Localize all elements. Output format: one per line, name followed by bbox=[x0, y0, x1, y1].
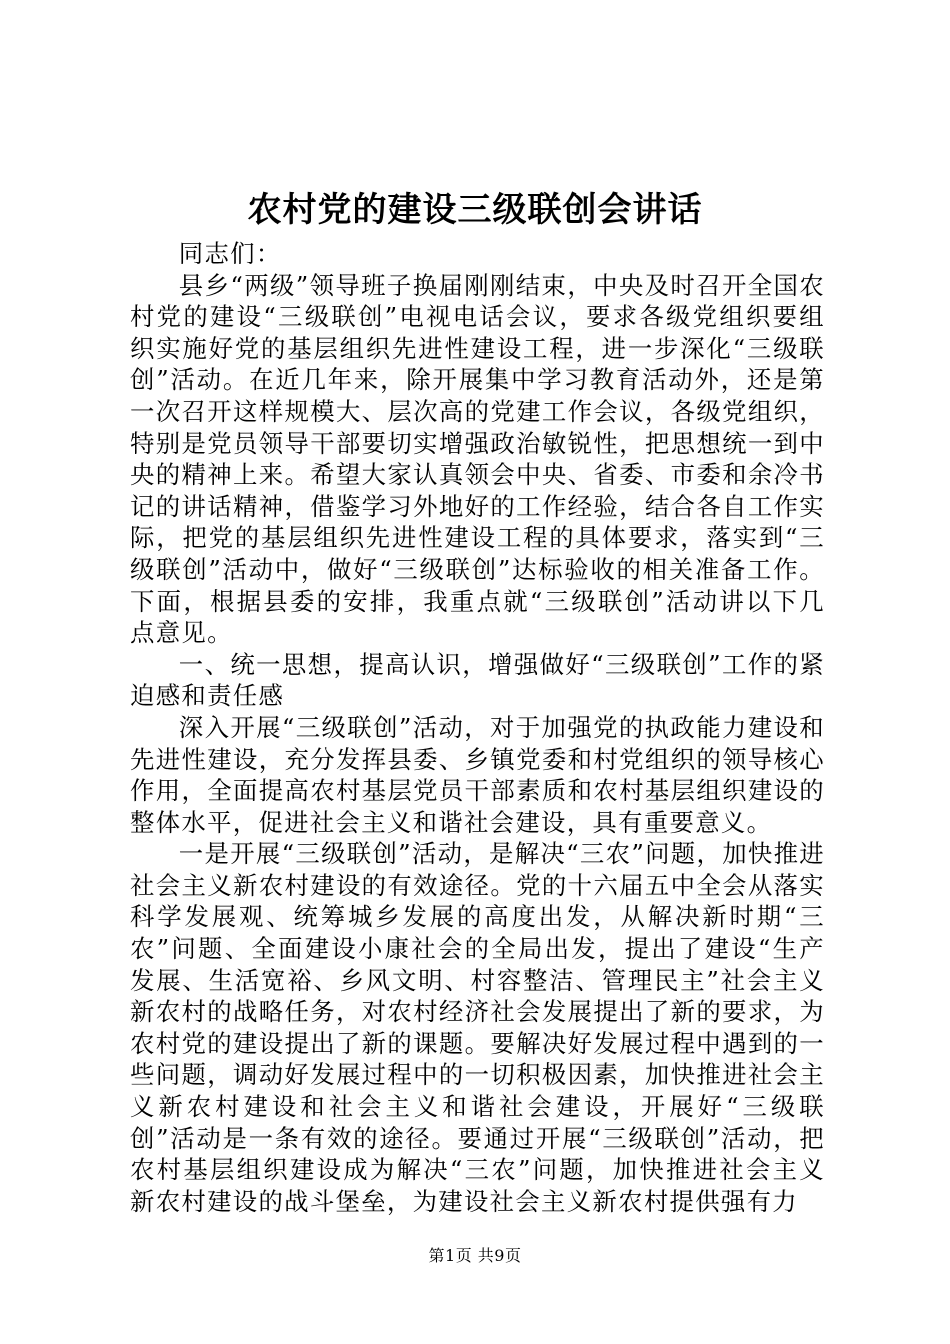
document-title: 农村党的建设三级联创会讲话 bbox=[247, 190, 703, 230]
intro-paragraph: 县乡“两级”领导班子换届刚刚结束，中央及时召开全国农村党的建设“三级联创”电视电话会议，要求各级党组织要组织实施好党的基层组织先进性建设工程，进一步深化“三级联创”活动。在近几年来，除开展集中学习教育活动外，还是第一次召开这样规模大、层次高的党建工作会议，各级党组织，特别是党员领导干部要切实增强政治敏锐性，把思想统一到中央的精神上来。希望大家认真领会中央、省委、市委和余冷书记的讲话精神，借鉴学习外地好的工作经验，结合各自工作实际，把党的基层组织先进性建设工程的具体要求，落实到“三级联创”活动中，做好“三级联创”达标验收的相关准备工作。下面，根据县委的安排，我重点就“三级联创”活动讲以下几点意见。 bbox=[130, 270, 825, 648]
page-number-footer: 第1页 共9页 bbox=[428, 1246, 522, 1265]
body-paragraph: 深入开展“三级联创”活动，对于加强党的执政能力建设和先进性建设，充分发挥县委、乡镇党委和村党组织的领导核心作用，全面提高农村基层党员干部素质和农村基层组织建设的整体水平，促进社会主义和谐社会建设，具有重要意义。 bbox=[130, 712, 825, 837]
body-paragraph: 一是开展“三级联创”活动，是解决“三农”问题，加快推进社会主义新农村建设的有效途径。党的十六届五中全会从落实科学发展观、统筹城乡发展的高度出发，从解决新时期“三农”问题、全面建设小康社会的全局出发，提出了建设“生产发展、生活宽裕、乡风文明、村容整洁、管理民主”社会主义新农村的战略任务，对农村经济社会发展提出了新的要求，为农村党的建设提出了新的课题。要解决好发展过程中遇到的一些问题，调动好发展过程中的一切积极因素，加快推进社会主义新农村建设和社会主义和谐社会建设，开展好“三级联创”活动是一条有效的途径。要通过开展“三级联创”活动，把农村基层组织建设成为解决“三农”问题，加快推进社会主义新农村建设的战斗堡垒，为建设社会主义新农村提供强有力 bbox=[130, 839, 825, 1216]
document-body bbox=[130, 238, 825, 1217]
salutation-paragraph: 同志们： bbox=[178, 239, 282, 268]
section-heading-1: 一、统一思想，提高认识，增强做好“三级联创”工作的紧迫感和责任感 bbox=[130, 649, 825, 711]
